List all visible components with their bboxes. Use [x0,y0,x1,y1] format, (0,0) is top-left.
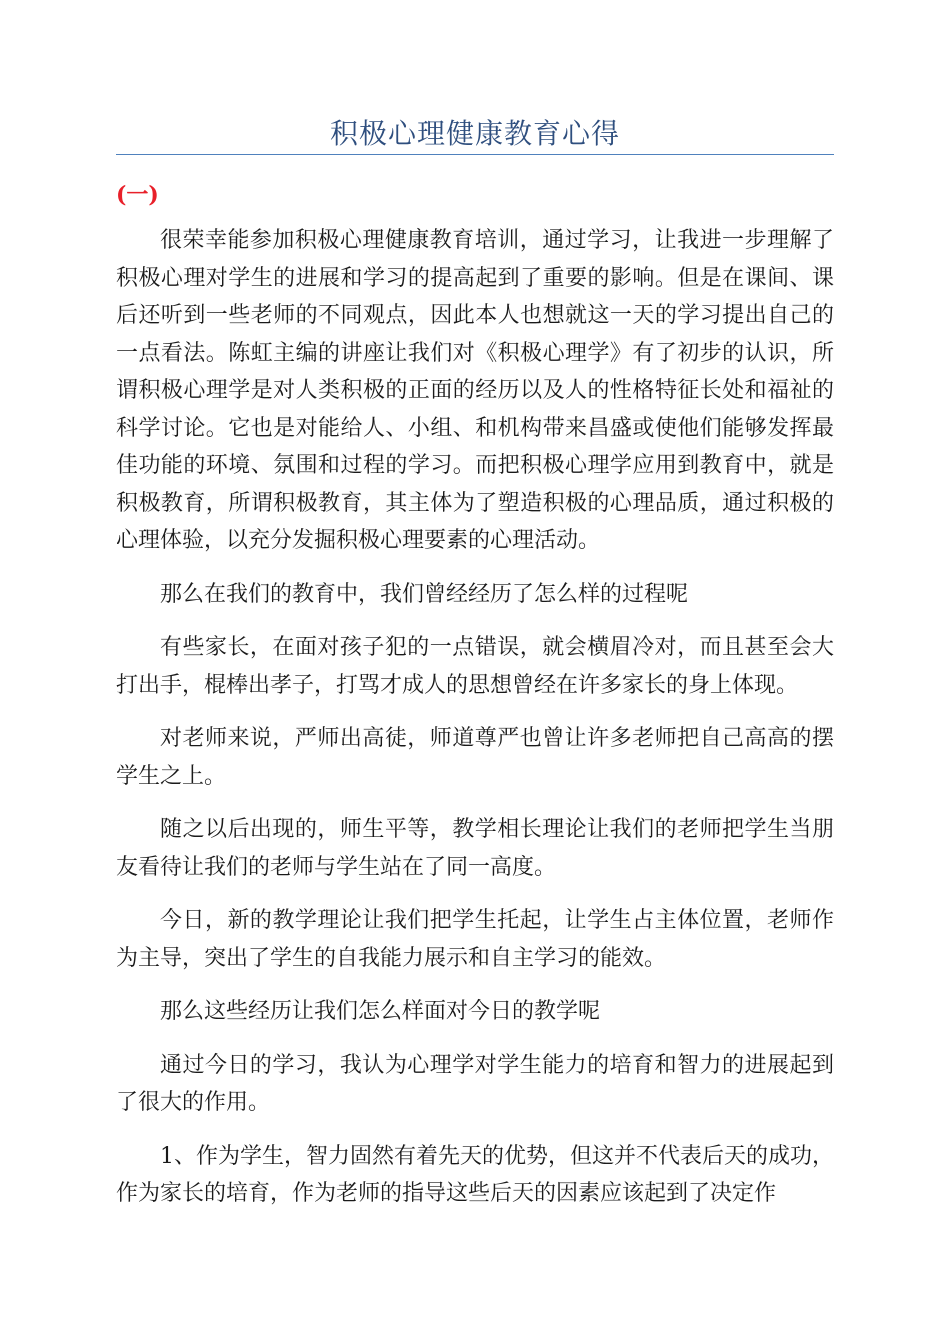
title-underline-rule [116,154,834,155]
document-body [116,222,834,1229]
paragraph: 很荣幸能参加积极心理健康教育培训，通过学习，让我进一步理解了积极心理对学生的进展和学习的提高起到了重要的影响。但是在课间、课后还听到一些老师的不同观点，因此本人也想就这一天的学习提出自己的一点看法。陈虹主编的讲座让我们对《积极心理学》有了初步的认识，所谓积极心理学是对人类积极的正面的经历以及人的性格特征长处和福祉的科学讨论。它也是对能给人、小组、和机构带来昌盛或使他们能够发挥最佳功能的环境、氛围和过程的学习。而把积极心理学应用到教育中，就是积极教育，所谓积极教育，其主体为了塑造积极的心理品质，通过积极的心理体验，以充分发掘积极心理要素的心理活动。 [116,228,834,553]
document-page [116,0,834,1344]
paragraph: 今日，新的教学理论让我们把学生托起，让学生占主体位置，老师作为主导，突出了学生的自我能力展示和自主学习的能效。 [116,908,834,971]
paragraph: 1、作为学生，智力固然有着先天的优势，但这并不代表后天的成功，作为家长的培育，作为老师的指导这些后天的因素应该起到了决定作 [116,1143,834,1206]
paragraph: 随之以后出现的，师生平等，教学相长理论让我们的老师把学生当朋友看待让我们的老师与学生站在了同一高度。 [116,817,834,880]
document-title: 积极心理健康教育心得 [329,117,620,150]
paragraph: 对老师来说，严师出高徒，师道尊严也曾让许多老师把自己高高的摆学生之上。 [116,726,834,789]
paragraph: 那么在我们的教育中，我们曾经经历了怎么样的过程呢 [160,581,689,607]
section-heading: (一) [116,182,159,208]
paragraph: 有些家长，在面对孩子犯的一点错误，就会横眉冷对，而且甚至会大打出手，棍棒出孝子，打骂才成人的思想曾经在许多家长的身上体现。 [116,635,834,698]
paragraph: 通过今日的学习，我认为心理学对学生能力的培育和智力的进展起到了很大的作用。 [116,1052,834,1115]
paragraph: 那么这些经历让我们怎么样面对今日的教学呢 [160,999,601,1024]
